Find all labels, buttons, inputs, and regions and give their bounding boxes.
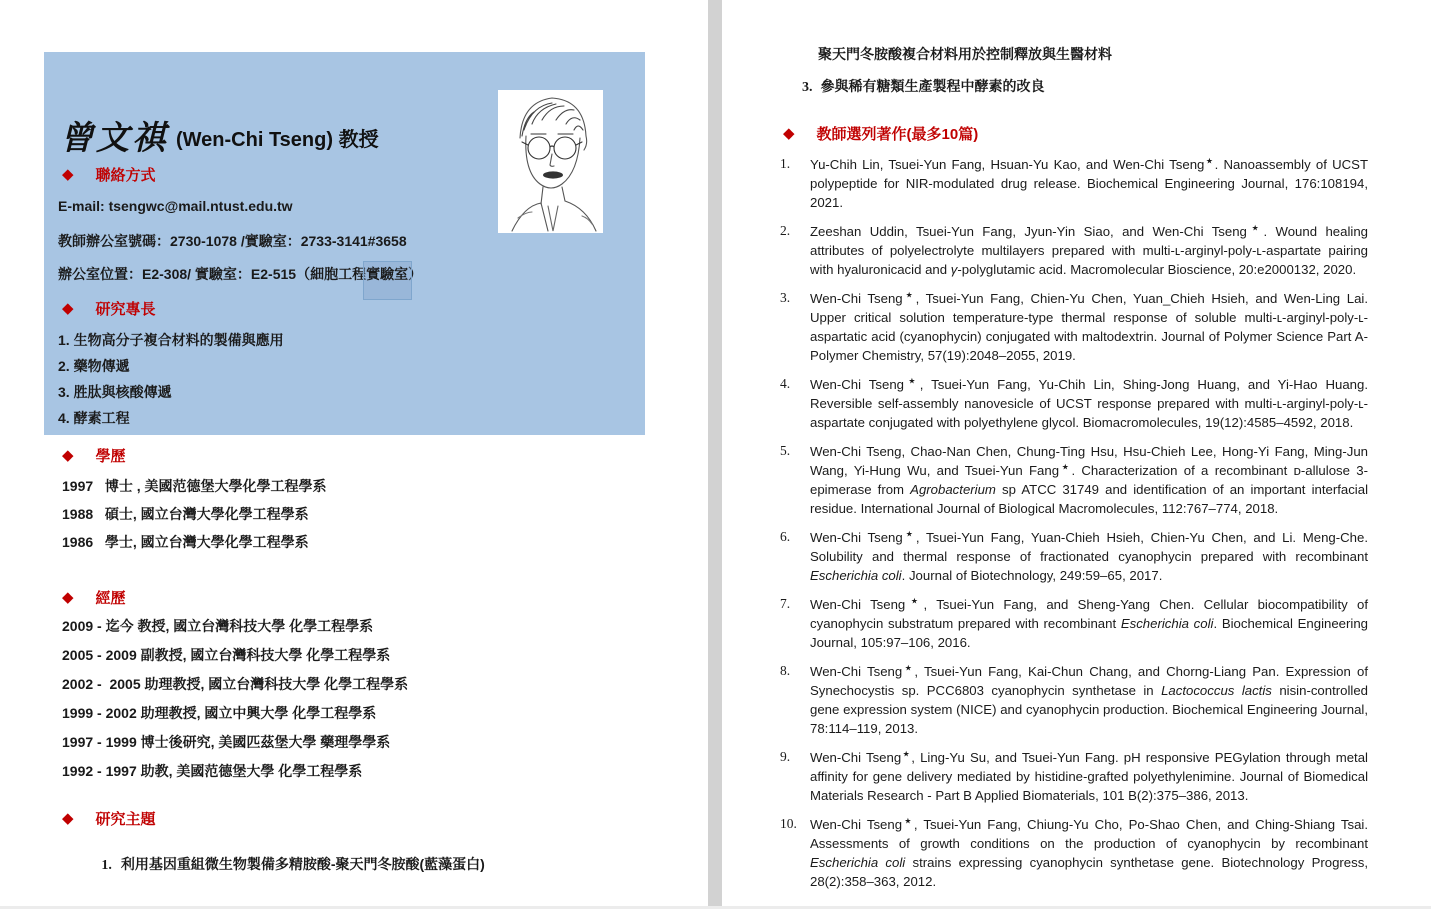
location-prefix: 辦公室位置：E2-308/ 實驗室：E2-515（細胞工程 <box>58 266 367 282</box>
diamond-icon: ◆ <box>62 300 74 317</box>
name-latin-title: (Wen-Chi Tseng) 教授 <box>176 129 379 151</box>
profile-page <box>0 0 708 909</box>
publication-citation: Wen-Chi Tseng★, Tsuei-Yun Fang, and Sheng-Yang Chen. Cellular biocompatibility of cyanophycin substratum prepared with recombinant Escherichia coli. Biochemical Engineering Journal, 105:97–106, 2016. <box>810 596 1368 650</box>
publication-number: 5. <box>780 442 791 458</box>
publication-number: 7. <box>780 595 791 611</box>
education-item: 1986 學士, 國立台灣大學化學工程學系 <box>62 534 309 550</box>
contact-heading-label: 聯絡方式 <box>95 167 156 184</box>
publications-section-heading <box>783 123 978 144</box>
expertise-item: 3. 胜肽與核酸傳遞 <box>58 384 172 400</box>
expertise-item: 2. 藥物傳遞 <box>58 358 130 374</box>
professor-name <box>60 112 379 159</box>
publication-number: 3. <box>780 289 791 305</box>
experience-item: 1999 - 2002 助理教授, 國立中興大學 化學工程學系 <box>62 705 377 721</box>
diamond-icon: ◆ <box>62 589 74 606</box>
publication-citation: Wen-Chi Tseng★, Ling-Yu Su, and Tsuei-Yun Fang. pH responsive PEGylation through metal affinity for gene delivery mediated by histidine-grafted polyethylenimine. Journal of Biomedical Materials Research - Part B Applied Biomaterials, 101 B(2):375–386, 2013. <box>810 749 1368 803</box>
publication-item <box>780 528 1376 585</box>
publication-item <box>780 815 1376 891</box>
research-topics-heading-label: 研究主題 <box>95 811 156 828</box>
expertise-item: 4. 酵素工程 <box>58 410 130 426</box>
publication-item <box>780 662 1376 738</box>
publication-number: 1. <box>780 155 791 171</box>
education-heading-label: 學歷 <box>95 448 126 465</box>
selection-highlight: 實驗室 <box>366 266 409 282</box>
publication-item <box>780 222 1376 279</box>
publication-list <box>780 155 1376 901</box>
portrait-sketch-icon <box>498 90 603 233</box>
office-phone-line: 教師辦公室號碼：2730-1078 /實驗室：2733-3141#3658 <box>58 233 407 249</box>
publication-item <box>780 375 1376 432</box>
education-item: 1997 博士 , 美國范德堡大學化學工程學系 <box>62 478 327 494</box>
experience-item: 2005 - 2009 副教授, 國立台灣科技大學 化學工程學系 <box>62 647 391 663</box>
publication-number: 9. <box>780 748 791 764</box>
diamond-icon: ◆ <box>783 125 795 142</box>
publications-page <box>722 0 1431 909</box>
publication-number: 8. <box>780 662 791 678</box>
page-gap-divider <box>708 0 722 909</box>
research-topics-section-heading <box>62 808 156 829</box>
education-section-heading <box>62 445 126 466</box>
publication-item <box>780 155 1376 212</box>
expertise-item: 1. 生物高分子複合材料的製備與應用 <box>58 332 284 348</box>
publication-number: 10. <box>780 815 797 831</box>
publication-number: 6. <box>780 528 791 544</box>
diamond-icon: ◆ <box>62 810 74 827</box>
expertise-heading-label: 研究專長 <box>95 301 156 318</box>
publication-item <box>780 748 1376 805</box>
location-suffix: ） <box>408 266 423 282</box>
experience-item: 1992 - 1997 助教, 美國范德堡大學 化學工程學系 <box>62 763 363 779</box>
office-location-line <box>58 264 422 284</box>
topic-number: 3. <box>802 80 813 95</box>
research-topic-item <box>802 76 1045 96</box>
publication-item <box>780 289 1376 365</box>
experience-item: 2009 - 迄今 教授, 國立台灣科技大學 化學工程學系 <box>62 618 374 634</box>
publication-number: 2. <box>780 222 791 238</box>
publication-citation: Wen-Chi Tseng★, Tsuei-Yun Fang, Yuan-Chieh Hsieh, Chien-Yu Chen, and Li. Meng-Che. Solubility and thermal response of fractionated cyanophycin prepared with recombinant Escherichia coli. Journal of Biotechnology, 249:59–65, 2017. <box>810 529 1369 583</box>
education-item: 1988 碩士, 國立台灣大學化學工程學系 <box>62 506 309 522</box>
topic-text: 參與稀有糖類生產製程中酵素的改良 <box>820 78 1045 94</box>
professor-portrait <box>498 90 603 233</box>
publications-heading-label: 教師選列著作(最多10篇) <box>816 126 979 143</box>
name-calligraphy: 曾文祺 <box>60 118 168 157</box>
experience-item: 2002 - 2005 助理教授, 國立台灣科技大學 化學工程學系 <box>62 676 409 692</box>
publication-citation: Yu-Chih Lin, Tsuei-Yun Fang, Hsuan-Yu Kao, and Wen-Chi Tseng★. Nanoassembly of UCST polypeptide for NIR-modulated drug release. Biochemical Engineering Journal, 176:108194, 2021. <box>810 156 1368 210</box>
experience-heading-label: 經歷 <box>95 590 126 607</box>
publication-item <box>780 442 1376 518</box>
publication-citation: Wen-Chi Tseng★, Tsuei-Yun Fang, Kai-Chun Chang, and Chorng-Liang Pan. Expression of Synechocystis sp. PCC6803 cyanophycin synthetase in Lactococcus lactis nisin-controlled gene expression system (NICE) and cyanophycin production. Biochemical Engineering Journal, 78:114–119, 2013. <box>810 663 1369 736</box>
email-line: E-mail: tsengwc@mail.ntust.edu.tw <box>58 198 293 214</box>
diamond-icon: ◆ <box>62 166 74 183</box>
topic2-continuation: 聚天門冬胺酸複合材料用於控制釋放與生醫材料 <box>818 46 1112 62</box>
experience-item: 1997 - 1999 博士後研究, 美國匹茲堡大學 藥理學學系 <box>62 734 391 750</box>
expertise-section-heading <box>62 298 156 319</box>
publication-citation: Wen-Chi Tseng, Chao-Nan Chen, Chung-Ting Hsu, Hsu-Chieh Lee, Hong-Yi Fang, Ming-Jun Wang, Yi-Hung Wu, and Tsuei-Yun Fang★. Characterization of a recombinant ᴅ-allulose 3-epimerase from Agrobacterium sp ATCC 31749 and identification of an important interfacial residue. International Journal of Biological Macromolecules, 112:767–774, 2018. <box>810 444 1369 516</box>
topic-text: 利用基因重組微生物製備多精胺酸-聚天門冬胺酸(藍藻蛋白) <box>120 856 485 872</box>
publication-citation: Wen-Chi Tseng★, Tsuei-Yun Fang, Chien-Yu Chen, Yuan_Chieh Hsieh, and Wen-Ling Lai. Upper critical solution temperature-type thermal response of soluble multi-ʟ-arginyl-poly-ʟ-aspartatic acid (cyanophycin) conjugated with maltodextrin. Journal of Polymer Science Part A-Polymer Chemistry, 57(19):2048–2055, 2019. <box>810 290 1368 363</box>
contact-section-heading <box>62 164 156 185</box>
profile-card <box>44 52 645 435</box>
publication-number: 4. <box>780 375 791 391</box>
diamond-icon: ◆ <box>62 447 74 464</box>
publication-citation: Wen-Chi Tseng★, Tsuei-Yun Fang, Yu-Chih Lin, Shing-Jong Huang, and Yi-Hao Huang. Reversible self-assembly nanovesicle of UCST response prepared with multi-ʟ-arginyl-poly-ʟ-aspartate conjugated with polyethylene glycol. Biomacromolecules, 19(12):4585–4592, 2018. <box>810 376 1369 430</box>
topic-number: 1. <box>101 858 112 873</box>
research-topic-item <box>78 838 485 890</box>
experience-section-heading <box>62 587 126 608</box>
publication-citation: Wen-Chi Tseng★, Tsuei-Yun Fang, Chiung-Yu Cho, Po-Shao Chen, and Ching-Shiang Tsai. Assessments of growth conditions on the production of cyanophycin by recombinant Escherichia coli strains expressing cyanophycin synthetase gene. Biotechnology Progress, 28(2):358–363, 2012. <box>810 816 1369 889</box>
publication-item <box>780 595 1376 652</box>
publication-citation: Zeeshan Uddin, Tsuei-Yun Fang, Jyun-Yin Siao, and Wen-Chi Tseng★. Wound healing attributes of polyelectrolyte multilayers prepared with multi-ʟ-arginyl-poly-ʟ-aspartate pairing with hyaluronicacid and γ-polyglutamic acid. Macromolecular Bioscience, 20:e2000132, 2020. <box>810 223 1368 277</box>
